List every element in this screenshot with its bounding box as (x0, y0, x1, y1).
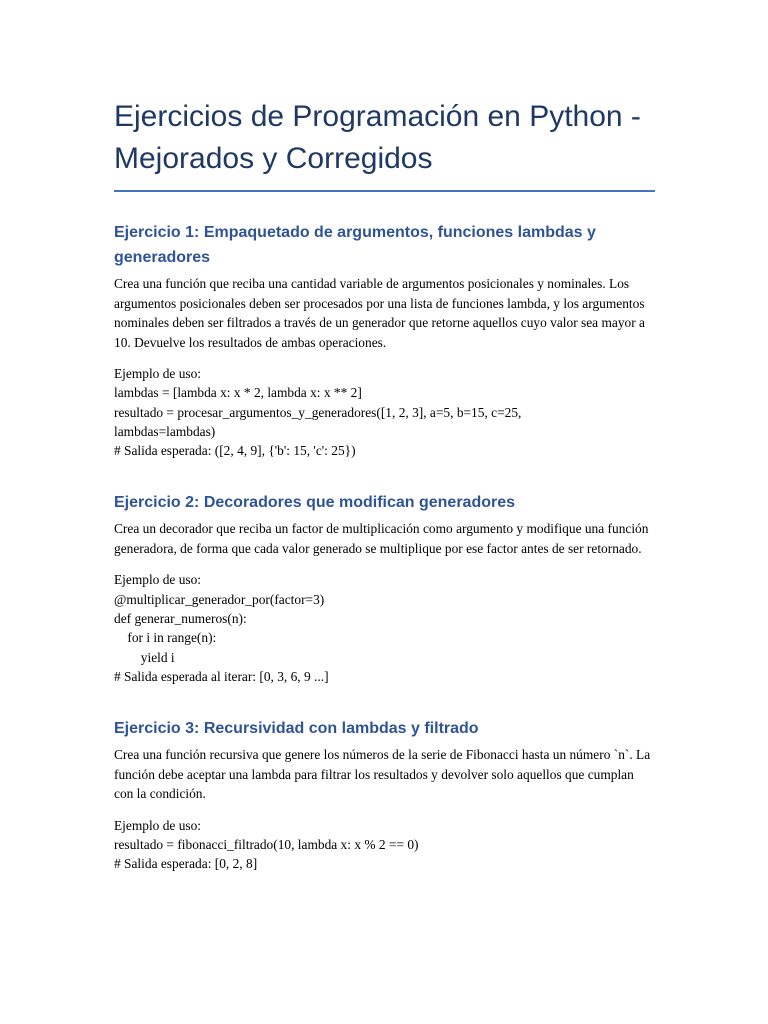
exercise-3 (114, 716, 654, 873)
exercise-example (114, 816, 654, 874)
example-line: lambdas=lambdas) (114, 423, 216, 439)
example-line: Ejemplo de uso: (114, 817, 202, 833)
exercise-example (114, 570, 654, 686)
exercise-description: Crea una función recursiva que genere los números de la serie de Fibonacci hasta un número `n`. La función debe aceptar una lambda para filtrar los resultados y devolver solo aquellos que cumplan con la condición. (114, 747, 651, 802)
exercise-description: Crea un decorador que reciba un factor de multiplicación como argumento y modifique una función generadora, de forma que cada valor generado se multiplique por ese factor antes de ser retornado. (114, 521, 649, 556)
example-line: lambdas = [lambda x: x * 2, lambda x: x ** 2] (114, 385, 362, 401)
example-line: # Salida esperada: ([2, 4, 9], {'b': 15, 'c': 25}) (114, 443, 356, 459)
title-divider (114, 190, 655, 192)
exercise-2 (114, 490, 654, 686)
example-line: # Salida esperada: [0, 2, 8] (114, 856, 258, 872)
exercise-heading: Ejercicio 3: Recursividad con lambdas y filtrado (114, 720, 479, 738)
exercise-description: Crea una función que reciba una cantidad variable de argumentos posicionales y nominales. Los argumentos posicionales deben ser procesados por una lista de funciones lambda, y los argumentos nominales deben ser filtrados a través de un generador que retorne aquellos cuyo valor sea mayor a 10. Devuelve los resultados de ambas operaciones. (114, 276, 645, 350)
exercise-heading: Ejercicio 1: Empaquetado de argumentos, funciones lambdas y generadores (114, 224, 596, 266)
document-page (114, 96, 654, 874)
exercise-heading: Ejercicio 2: Decoradores que modifican generadores (114, 494, 516, 512)
example-line: Ejemplo de uso: (114, 366, 202, 381)
exercise-example (114, 364, 654, 460)
example-line: resultado = procesar_argumentos_y_generadores([1, 2, 3], a=5, b=15, c=25, (114, 404, 522, 420)
example-line: resultado = fibonacci_filtrado(10, lambda x: x % 2 == 0) (114, 837, 419, 853)
exercise-1 (114, 220, 654, 460)
example-line: def generar_numeros(n): (114, 611, 247, 627)
example-line: yield i (114, 649, 175, 665)
example-line: @multiplicar_generador_por(factor=3) (114, 591, 325, 607)
example-line: # Salida esperada al iterar: [0, 3, 6, 9 ...] (114, 668, 329, 684)
page-title: Ejercicios de Programación en Python - Mejorados y Corregidos (114, 100, 641, 175)
example-line: Ejemplo de uso: (114, 572, 202, 588)
example-line: for i in range(n): (114, 630, 217, 646)
